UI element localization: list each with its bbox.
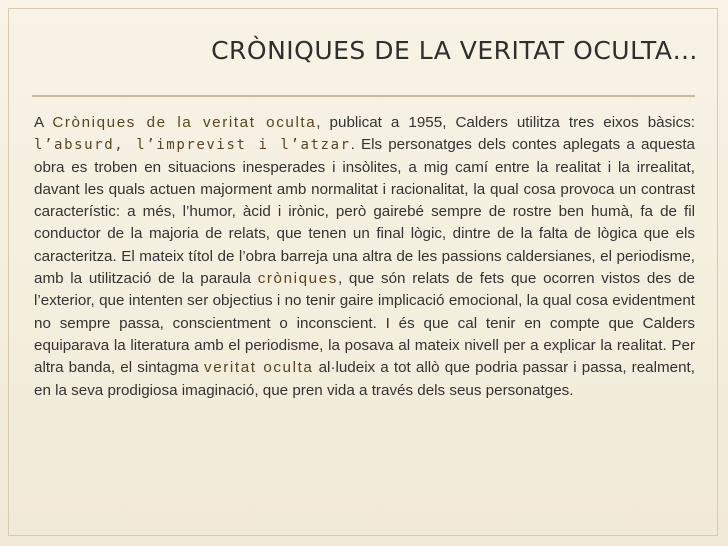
text-run: , publicat a 1955, Calders utilitza tres eixos bàsics: [316,114,696,131]
body-paragraph [34,112,695,402]
text-run: , que són relats de fets que ocorren vistos des de l’exterior, que intenten ser objectius i no tenir gaire implicació emocional, la qual cosa evidentment no sempre passa, conscientment o inconscient. I és que cal tenir en compte que Calders equiparava la literatura amb el periodisme, la posava al mateix nivell per a explicar la realitat. Per altra banda, el sintagma [34,270,695,377]
title-divider [32,95,695,97]
text-run: . Els personatges dels contes aplegats a aquesta obra es troben en situacions inesperades i insòlites, a mig camí entre la realitat i la irrealitat, davant les quals actuen majorment amb normalitat i racionalitat, la qual cosa provoca un contrast característic: a més, l’humor, àcid i irònic, però gairebé sempre de rostre ben humà, fa de fil conductor de la majoria de relats, que tenen un final lògic, dintre de la falta de lògica que els caracteritza. El mateix títol de l’obra barreja una altra de les passions caldersianes, el periodisme, amb la utilització de la paraula [34,136,696,288]
text-run: al·ludeix a tot allò que podria passar i passa, realment, en la seva prodigiosa imaginació, que pren vida a través dels seus personatges. [34,359,695,399]
highlight-veritat-oculta: veritat oculta [204,359,314,377]
highlight-title: Cròniques de la veritat oculta [52,114,317,131]
slide-title: CRÒNIQUES DE LA VERITAT OCULTA… [211,36,698,65]
highlight-themes: l’absurd, l’imprevist i l’atzar [34,137,351,154]
highlight-croniques: cròniques [257,270,338,288]
text-run: A [34,114,53,131]
